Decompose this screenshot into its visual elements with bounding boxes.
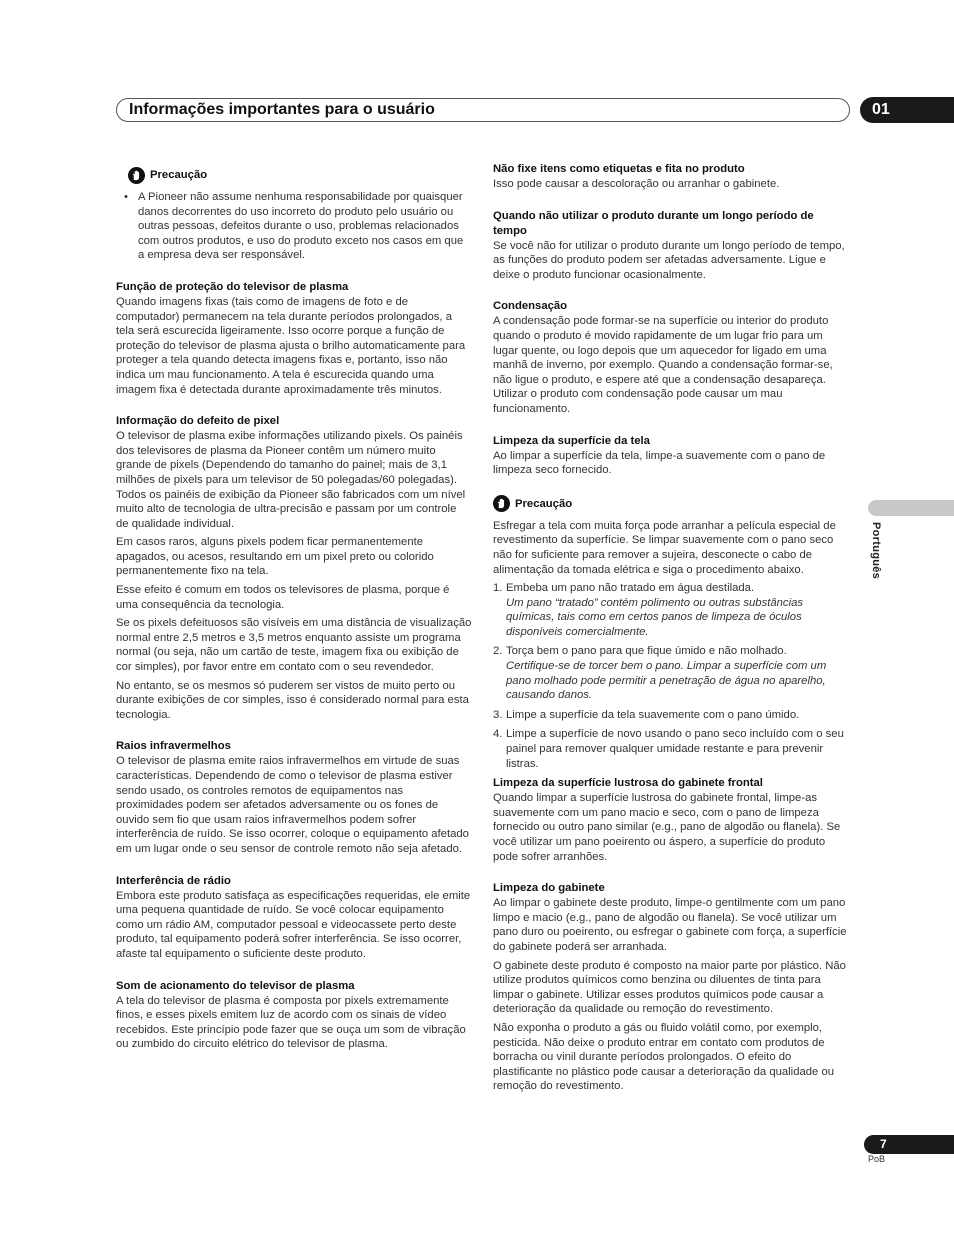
section-paragraph: Quando limpar a superfície lustrosa do gabinete frontal, limpe-as suavemente com um pano macio e seco, com o pano de limpeza fornecido ou outro pano similar (e.g., pano de algodão ou flanela). Se você utilizar um pano poeirento ou áspero, a superfície do produto pode sofrer arranhões.	[493, 792, 841, 863]
right-column	[493, 162, 849, 1111]
section-heading: Informação do defeito de pixel	[116, 415, 280, 428]
section-paragraph: Isso pode causar a descoloração ou arranhar o gabinete.	[493, 178, 780, 190]
section-paragraph: Se os pixels defeituosos são visíveis em uma distância de visualização normal entre 2,5 metros e 3,5 metros enquanto assiste um programa normal (ou seja, não um cartão de teste, imagem fixa ou exibição de cor simples), por favor entre em contato com o seu revendedor.	[116, 617, 472, 674]
section-heading: Limpeza do gabinete	[493, 882, 605, 895]
step-number: 4.	[493, 728, 503, 741]
language-tab	[868, 500, 954, 516]
section-paragraph: No entanto, se os mesmos só puderem ser vistos de muito perto ou durante exibições de cor simples, isso é considerado normal para esta tecnologia.	[116, 679, 469, 721]
section-paragraph: Ao limpar a superfície da tela, limpe-a suavemente com o pano de limpeza seco fornecido.	[493, 449, 826, 477]
caution-text: Esfregar a tela com muita força pode arranhar a película especial de revestimento da superfície. Se limpar suavemente com o pano seco não for suficiente para remover a sujeira, desconecte o cabo de alimentação da tomada elétrica e siga o procedimento abaixo.	[493, 519, 836, 576]
page-code: PoB	[868, 1154, 886, 1164]
step-body	[506, 708, 799, 723]
right-sections-bottom	[493, 776, 849, 1094]
section-heading: Não fixe itens como etiquetas e fita no produto	[493, 163, 745, 175]
section-paragraph: Esse efeito é comum em todos os televisores de plasma, porque é uma consequência da tecnologia.	[116, 584, 450, 611]
section-paragraph: Se você não for utilizar o produto durante um longo período de tempo, as funções do produto podem ser afetadas adversamente. Ligue e deixe o produto funcionar ocasionalmente.	[493, 239, 845, 281]
section-paragraph: Não exponha o produto a gás ou fluido volátil como, por exemplo, pesticida. Não deixe o produto entrar em contato com produtos de borracha ou vinil durante períodos prolongados. O efeito do plastificante no plástico pode causar a deterioração da qualidade ou remoção do revestimento.	[493, 1021, 835, 1093]
page-title: Informações importantes para o usuário	[129, 101, 435, 118]
section-heading: Função de proteção do televisor de plasma	[116, 280, 349, 293]
page-number-tab: 7	[864, 1135, 954, 1154]
section	[493, 299, 849, 416]
section-heading: Condensação	[493, 300, 568, 313]
section-heading: Interferência de rádio	[116, 874, 231, 887]
step-item	[493, 581, 849, 639]
section	[116, 739, 472, 856]
section	[493, 209, 849, 283]
section	[116, 979, 472, 1052]
section-heading: Quando não utilizar o produto durante um longo período de tempo	[493, 209, 814, 237]
section	[493, 776, 849, 864]
caution-title: Precaução	[150, 169, 208, 181]
caution-bullet	[116, 190, 472, 263]
step-body	[506, 644, 849, 702]
step-note: Um pano “tratado” contém polimento ou outras substâncias químicas, tais como em certos panos de limpeza de óculos disponíveis comercialmente.	[506, 596, 804, 638]
bullet-dot-icon: •	[124, 191, 128, 203]
caution-heading	[128, 166, 472, 184]
language-label: Português	[870, 522, 882, 580]
step-item	[493, 727, 849, 771]
left-column	[116, 166, 472, 1069]
section-heading: Limpeza da superfície lustrosa do gabinete frontal	[493, 777, 763, 790]
section-paragraph: A tela do televisor de plasma é composta por pixels extremamente finos, e esses pixels emitem luz de acordo com os sinais de vídeo recebidos. Este princípio pode fazer que se ouça um som de vibração ou zumbido do circuito elétrico do televisor de plasma.	[116, 994, 466, 1051]
section	[493, 434, 849, 478]
section	[116, 280, 472, 397]
chapter-number-tab: 01	[860, 97, 954, 123]
section-paragraph: Quando imagens fixas (tais como de imagens de foto e de computador) permanecem na tela durante períodos prolongados, a tela será escurecida ligeiramente. Isso ocorre porque a função de proteção do televisor de plasma ajusta o brilho automaticamente para proteger a tela quando detecta imagens fixas e, portanto, isso não indica um mau funcionamento. A tela é escurecida quando uma imagem fixa é detectada durante aproximadamente três minutos.	[116, 295, 466, 396]
section-paragraph: Em casos raros, alguns pixels podem ficar permanentemente apagados, ou acesos, resultando em um pixel preto ou colorido permanentemente fixo na tela.	[116, 536, 434, 578]
section-paragraph: Embora este produto satisfaça as especificações requeridas, ele emite uma pequena quantidade de ruído. Se você colocar equipamento como um rádio AM, computador pessoal e videocassete perto deste produto, tal equipamento poderá sofrer interferência. Se isso ocorrer, afaste tal equipamento o suficiente deste produto.	[116, 889, 471, 960]
section-paragraph: Ao limpar o gabinete deste produto, limpe-o gentilmente com um pano limpo e macio (e.g., pano de algodão ou flanela). Se você utilizar um pano duro ou poeirento, ou esfregar o gabinete com força, a superfície do gabinete poderá ser arranhada.	[493, 897, 847, 953]
section-paragraph: A condensação pode formar-se na superfície ou interior do produto quando o produto é movido rapidamente de um lugar frio para um lugar quente, ou logo depois que um aquecedor for ligado em uma manhã de inverno, por exemplo. Quando a condensação formar-se, não ligue o produto, e espere até que a condensação desapareça. Utilizar o produto com condensação pode causar um mau funcionamento.	[493, 315, 833, 415]
section-paragraph: O televisor de plasma emite raios infravermelhos em virtude de suas características. Dependendo de como o televisor de plasma estiver sendo usado, os controles remotos de equipamentos nas proximidades podem ser afetados adversamente ou os fones de ouvido sem fio que usam raios infravermelhos podem sofrer interferência de ruído. Se isso ocorrer, coloque o equipamento afetado em um lugar onde o seu sensor de controle remoto não seja afetado.	[116, 755, 469, 855]
step-text: Limpe a superfície de novo usando o pano seco incluído com o seu painel para remover qualquer umidade restante e para prevenir listras.	[506, 728, 844, 770]
section-paragraph: O televisor de plasma exibe informações utilizando pixels. Os painéis dos televisores de plasma da Pioneer contêm um número muito grande de pixels (Dependendo do tamanho do painel; mais de 3,1 milhões de pixels para um televisor de 50 polegadas/60 polegadas). Todos os painéis de exibição da Pioneer são fabricados com um nível muito alto de tecnologia de ultra-precisão e passam por um controle de qualidade individual.	[116, 430, 466, 530]
step-text: Limpe a superfície da tela suavemente com o pano úmido.	[506, 708, 800, 721]
caution-hand-icon	[493, 495, 510, 512]
caution-bullet-text: A Pioneer não assume nenhuma responsabilidade por quaisquer danos decorrentes do uso incorreto do produto pelo usuário ou outras pessoas, defeitos durante o uso, problemas relacionados com outros produtos, e uso do produto exceto nos casos em que a empresa deva ser responsável.	[137, 191, 464, 262]
section-heading: Som de acionamento do televisor de plasma	[116, 979, 355, 992]
section	[493, 881, 849, 1094]
step-note: Certifique-se de torcer bem o pano. Limpar a superfície com um pano molhado pode permitir a penetração de água no aparelho, causando danos.	[506, 660, 827, 702]
left-sections	[116, 280, 472, 1052]
cleaning-steps	[493, 581, 849, 771]
step-number: 3.	[493, 708, 503, 721]
section	[493, 162, 849, 192]
step-item	[493, 644, 849, 702]
section-paragraph: O gabinete deste produto é composto na maior parte por plástico. Não utilize produtos químicos como benzina ou diluentes de tinta para limpar o gabinete. Utilizar esses produtos químicos pode causar a deterioração da qualidade ou remoção do revestimento.	[493, 959, 846, 1016]
step-text: Embeba um pano não tratado em água destilada.	[506, 582, 755, 595]
caution-heading-right	[493, 495, 849, 513]
step-text: Torça bem o pano para que fique úmido e não molhado.	[506, 645, 787, 658]
section	[116, 874, 472, 962]
step-body	[506, 727, 849, 771]
step-body	[506, 581, 849, 639]
right-sections-top	[493, 162, 849, 478]
caution-hand-icon	[128, 167, 145, 184]
caution-title-right: Precaução	[515, 497, 573, 510]
step-number: 1.	[493, 582, 503, 595]
step-item	[493, 708, 849, 723]
step-number: 2.	[493, 645, 503, 658]
section	[116, 414, 472, 722]
section-heading: Raios infravermelhos	[116, 740, 231, 753]
section-heading: Limpeza da superfície da tela	[493, 434, 650, 447]
header-bar	[116, 98, 850, 122]
